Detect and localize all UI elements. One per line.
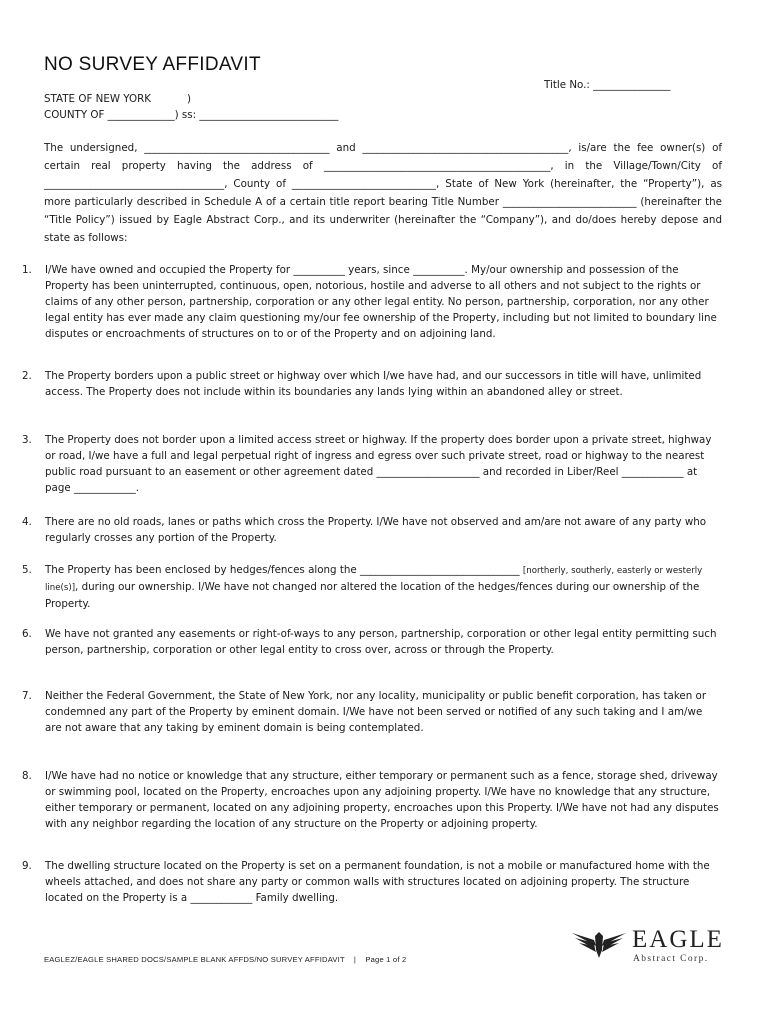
list-item	[22, 688, 722, 736]
list-item	[22, 514, 722, 546]
item-number: 6.	[22, 628, 32, 640]
intro-paragraph: The undersigned, ____________________________________ and ________________________________________, is/are the fee owner(s) of certain real property having the address of ____________________________________________, in the Village/Town/City of ___________________________________, County of ____________________________, State of New York (hereinafter, the “Property”), as more particularly described in Schedule A of a certain title report bearing Title Number __________________________ (hereinafter the “Title Policy”) issued by Eagle Abstract Corp., and its underwriter (hereinafter the “Company”), and do/does hereby depose and state as follows:	[44, 142, 722, 244]
logo-subtitle: Abstract Corp.	[633, 954, 709, 964]
item-text: The Property borders upon a public street or highway over which I/we have had, and our successors in title will have, unlimited access. The Property does not include within its boundaries any lands lying within an abandoned alley or street.	[45, 370, 702, 398]
list-item	[22, 262, 722, 342]
list-item	[22, 562, 722, 612]
item-number: 8.	[22, 770, 32, 782]
direction-hint: [northerly, southerly, easterly or westerly line(s)]	[45, 566, 703, 593]
item-text: There are no old roads, lanes or paths which cross the Property. I/We have not observed and am/are not aware of any party who regularly crosses any portion of the Property.	[45, 516, 707, 544]
list-item	[22, 368, 722, 400]
logo-wordmark: EAGLE	[632, 926, 724, 953]
item-number: 4.	[22, 516, 32, 528]
state-line: STATE OF NEW YORK )	[44, 93, 192, 105]
list-item	[22, 626, 722, 658]
item-text: Neither the Federal Government, the State of New York, nor any locality, municipality or public benefit corporation, has taken or condemned any part of the Property by eminent domain. I/We have not been served or notified of any such taking and I am/we are not aware that any taking by eminent domain is being contemplated.	[45, 690, 707, 734]
company-logo	[570, 926, 724, 970]
list-item	[22, 432, 722, 496]
item-number: 7.	[22, 690, 32, 702]
item-text: The Property does not border upon a limited access street or highway. If the property does border upon a private street, highway or road, I/we have a full and legal perpetual right of ingress and egress over such private street, road or highway to the nearest public road pursuant to an easement or other agreement dated ____________________ and recorded in Liber/Reel ____________ at page ____________.	[45, 434, 712, 494]
item-text: I/We have owned and occupied the Property for __________ years, since __________. My/our ownership and possession of the Property has been uninterrupted, continuous, open, notorious, hostile and adverse to all others and not subject to the rights or claims of any other person, partnership, corporation or any other legal entity. No person, partnership, corporation, nor any other legal entity has ever made any claim questioning my/our fee ownership of the Property, including but not limited to boundary line disputes or encroachments of structures on to or of the Property and on adjoining land.	[45, 264, 717, 340]
item-text-part: The Property has been enclosed by hedges/fences along the _______________________________	[45, 564, 523, 576]
item-text: We have not granted any easements or right-of-ways to any person, partnership, corporation or other legal entity permitting such person, partnership, corporation or other legal entity to cross over, across or through the Property.	[45, 628, 717, 656]
item-number: 9.	[22, 860, 32, 872]
county-line: COUNTY OF _____________) ss: ___________________________	[44, 109, 339, 121]
item-text: I/We have had no notice or knowledge that any structure, either temporary or permanent such as a fence, storage shed, driveway or swimming pool, located on the Property, encroaches upon any adjoining property. I/We have no knowledge that any structure, either temporary or permanent, located on any adjoining property, encroaches upon this Property. I/We have not had any disputes with any neighbor regarding the location of any structure on the Property or adjoining property.	[45, 770, 719, 830]
page-footer: EAGLEZ/EAGLE SHARED DOCS/SAMPLE BLANK AFFDS/NO SURVEY AFFIDAVIT | Page 1 of 2	[44, 955, 407, 964]
item-text: The dwelling structure located on the Property is set on a permanent foundation, is not a mobile or manufactured home with the wheels attached, and does not share any party or common walls with structures located on adjoining property. The structure located on the Property is a ____________ Family dwelling.	[45, 860, 710, 904]
item-number: 5.	[22, 564, 32, 576]
eagle-icon	[570, 930, 628, 960]
title-number-field: Title No.: _______________	[544, 79, 671, 91]
item-text-part: , during our ownership. I/We have not changed nor altered the location of the hedges/fences during our ownership of the Property.	[45, 581, 700, 610]
item-number: 1.	[22, 264, 32, 276]
list-item	[22, 858, 722, 906]
item-number: 2.	[22, 370, 32, 382]
list-item	[22, 768, 722, 832]
item-number: 3.	[22, 434, 32, 446]
item-text	[45, 562, 722, 612]
document-title: NO SURVEY AFFIDAVIT	[44, 54, 261, 75]
